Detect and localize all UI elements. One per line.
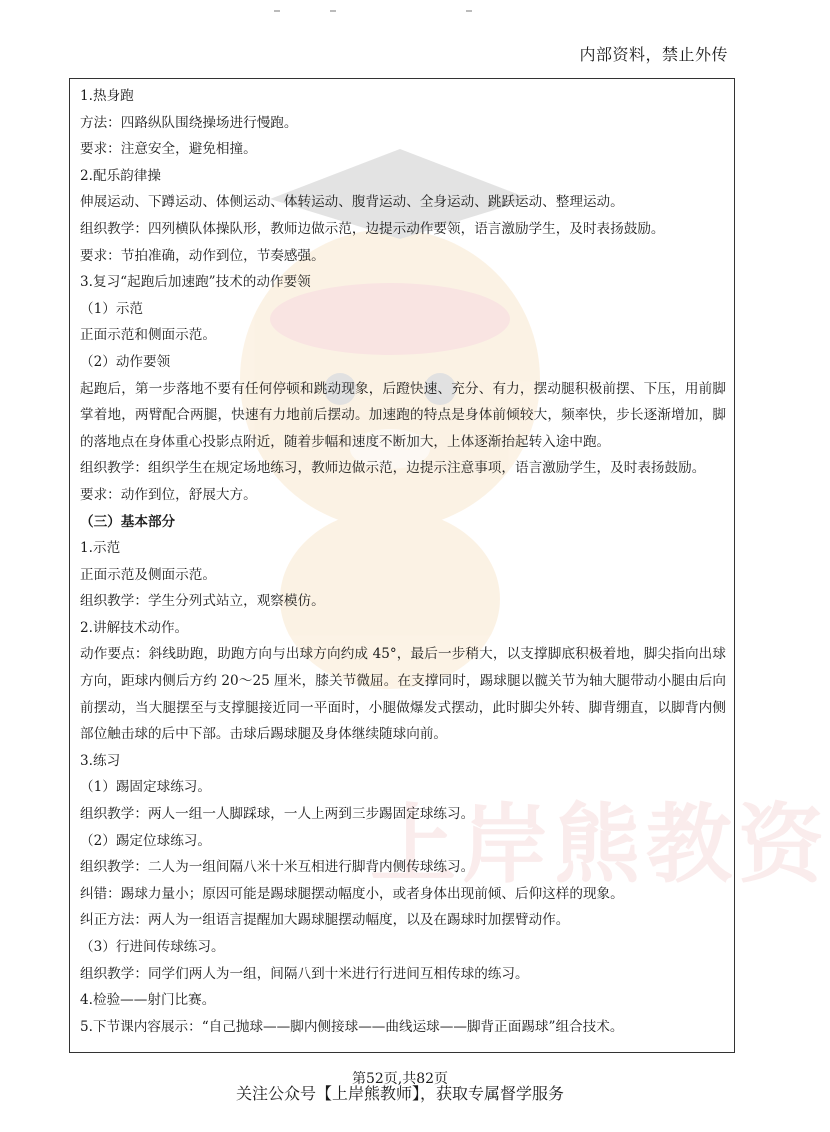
- content-line: 组织教学：同学们两人为一组，间隔八到十米进行行进间互相传球的练习。: [80, 965, 529, 982]
- section-heading: （三）基本部分: [80, 513, 176, 530]
- confidential-note: 内部资料，禁止外传: [579, 45, 728, 64]
- content-line: （2）动作要领: [80, 353, 171, 370]
- content-line: 纠正方法：两人为一组语言提醒加大踢球腿摆动幅度，以及在踢球时加摆臂动作。: [80, 912, 570, 929]
- content-line: （1）踢固定球练习。: [80, 779, 211, 796]
- content-line: 正面示范和侧面示范。: [80, 327, 216, 344]
- content-line: 要求：注意安全，避免相撞。: [80, 141, 257, 158]
- lesson-lines: [70, 79, 734, 1040]
- content-line: 要求：动作到位，舒展大方。: [80, 486, 257, 503]
- promo-text: 关注公众号【上岸熊教师】，获取专属督学服务: [235, 1084, 564, 1103]
- content-line: 组织教学：组织学生在规定场地练习，教师边做示范，边提示注意事项，语言激励学生，及时表扬鼓励。: [80, 460, 706, 477]
- content-line: （1）示范: [80, 300, 144, 317]
- content-line: 伸展运动、下蹲运动、体侧运动、体转运动、腹背运动、全身运动、跳跃运动、整理运动。: [80, 194, 624, 211]
- content-line: 2.配乐韵律操: [80, 167, 161, 184]
- content-line: 5.下节课内容展示：“自己抛球——脚内侧接球——曲线运球——脚背正面踢球”组合技术。: [80, 1018, 624, 1035]
- content-line: 要求：节拍准确，动作到位，节奏感强。: [80, 247, 325, 264]
- content-line: 组织教学：两人一组一人脚踩球，一人上两到三步踢固定球练习。: [80, 806, 475, 823]
- content-line: 2.讲解技术动作。: [80, 619, 189, 636]
- lesson-content-box: [69, 78, 830, 1053]
- content-line: 3.复习“起跑后加速跑”技术的动作要领: [80, 274, 311, 291]
- content-line: 1.示范: [80, 540, 121, 557]
- content-line: 组织教学：学生分列式站立，观察模仿。: [80, 593, 325, 610]
- content-line: 动作要点：斜线助跑，助跑方向与出球方向约成 45°，最后一步稍大，以支撑脚底积极着地，脚尖指向出球方向，距球内侧后方约 20～25 厘米，膝关节微屈。在支撑同时，踢球腿以髋关节为轴大腿带动小腿由后向前摆动，当大腿摆至与支撑腿接近同一平面时，小腿做爆发式摆动，此时脚尖外转、脚背绷直，以脚背内侧部位触击球的后中下部。击球后踢球腿及身体继续随球向前。: [80, 646, 726, 743]
- content-line: （2）踢定位球练习。: [80, 832, 211, 849]
- page-number: 第52页,共82页: [351, 1071, 449, 1087]
- content-line: 1.热身跑: [80, 88, 134, 104]
- content-line: 组织教学：四列横队体操队形，教师边做示范，边提示动作要领，语言激励学生，及时表扬鼓励。: [80, 220, 665, 237]
- content-line: 组织教学：二人为一组间隔八米十米互相进行脚背内侧传球练习。: [80, 859, 475, 876]
- watermark-text: 上岸熊教资: [370, 795, 830, 895]
- content-line: 方法：四路纵队围绕操场进行慢跑。: [80, 114, 298, 131]
- content-line: 起跑后，第一步落地不要有任何停顿和跳动现象，后蹬快速、充分、有力，摆动腿积极前摆、下压，用前脚掌着地，两臂配合两腿，快速有力地前后摆动。加速跑的特点是身体前倾较大，频率快，步长逐渐增加，脚的落地点在身体重心投影点附近，随着步幅和速度不断加大，上体逐渐抬起转入途中跑。: [80, 380, 726, 450]
- top-edge-marks: [270, 0, 510, 20]
- content-line: 正面示范及侧面示范。: [80, 566, 216, 583]
- content-line: 4.检验——射门比赛。: [80, 992, 216, 1009]
- content-line: （3）行进间传球练习。: [80, 939, 225, 955]
- content-line: 纠错：踢球力量小；原因可能是踢球腿摆动幅度小，或者身体出现前倾、后仰这样的现象。: [80, 885, 624, 902]
- content-line: 3.练习: [80, 752, 121, 769]
